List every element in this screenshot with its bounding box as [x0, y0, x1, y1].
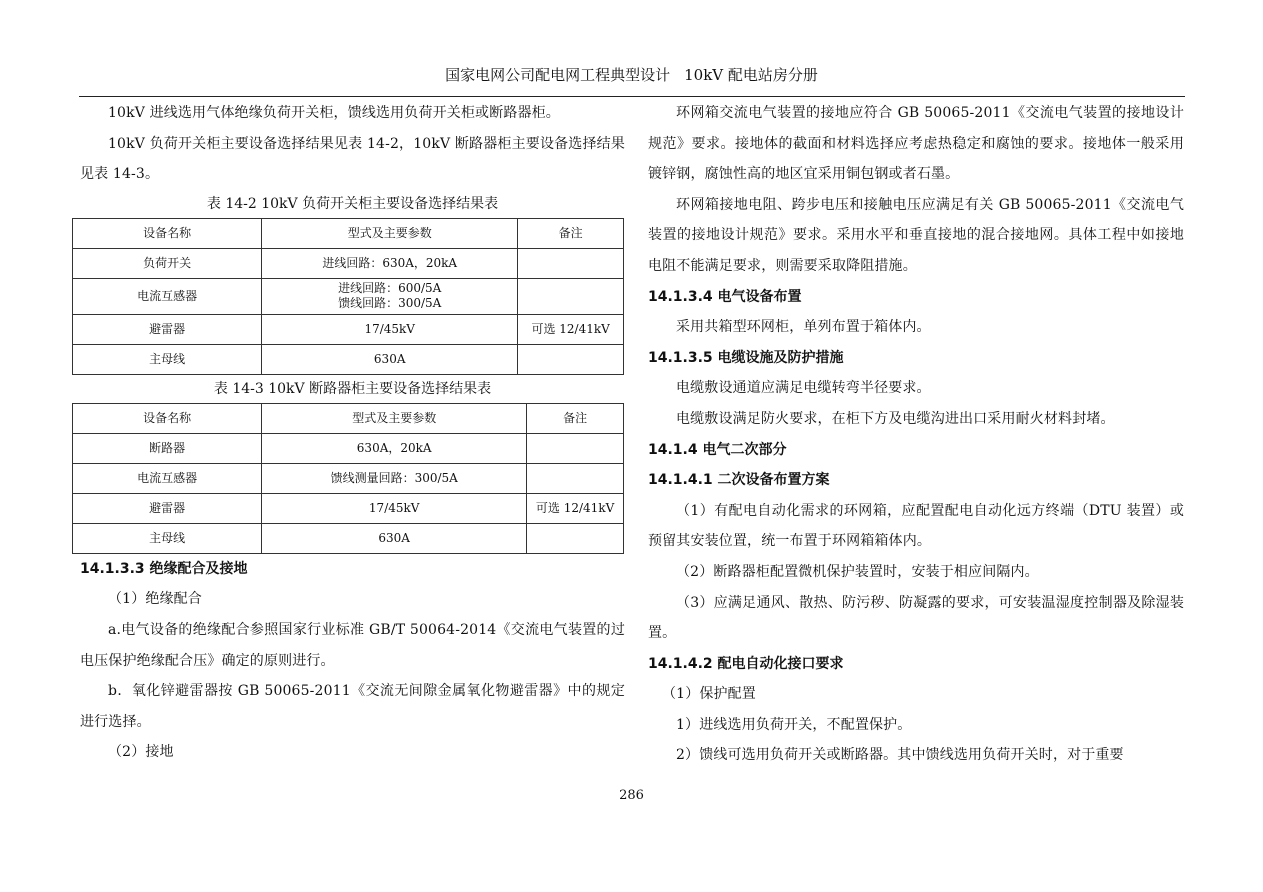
- table-cell: 630A，20kA: [262, 433, 527, 463]
- table-cell: [527, 463, 624, 493]
- paragraph: （1）绝缘配合: [108, 591, 202, 608]
- table-cell: 电流互感器: [73, 463, 262, 493]
- page-header: [0, 64, 1263, 85]
- paragraph: （2）接地: [108, 744, 174, 761]
- section-heading: 14.1.3.4 电气设备布置: [648, 288, 802, 305]
- paragraph: （1）有配电自动化需求的环网箱，应配置配电自动化远方终端（DTU 装置）或预留其安装位置，统一布置于环网箱箱体内。: [648, 502, 1184, 550]
- paragraph: 电缆敷设满足防火要求，在柜下方及电缆沟进出口采用耐火材料封堵。: [676, 410, 1115, 427]
- table-header-row: [73, 218, 624, 248]
- table-header-cell: 型式及主要参数: [262, 403, 527, 433]
- table-row: [73, 493, 624, 523]
- table-row: [73, 314, 624, 344]
- table-row: [73, 248, 624, 278]
- paragraph: 2）馈线可选用负荷开关或断路器。其中馈线选用负荷开关时，对于重要: [676, 747, 1124, 764]
- table-cell: [518, 248, 624, 278]
- table-cell: 避雷器: [73, 314, 262, 344]
- table-header-row: [73, 403, 624, 433]
- table-caption: 表 14-3 10kV 断路器柜主要设备选择结果表: [213, 380, 492, 397]
- table-cell: 馈线测量回路：300/5A: [262, 463, 527, 493]
- section-heading: 14.1.3.3 绝缘配合及接地: [80, 560, 248, 577]
- table-row: [73, 523, 624, 553]
- left-column: [80, 98, 625, 768]
- paragraph: 电缆敷设通道应满足电缆转弯半径要求。: [676, 380, 931, 397]
- table-cell-line: 进线回路：600/5A: [338, 281, 442, 296]
- paragraph: 环网箱接地电阻、跨步电压和接触电压应满足有关 GB 50065-2011《交流电气装置的接地设计规范》要求。采用水平和垂直接地的混合接地网。具体工程中如接地电阻不能满足要求，则需要采取降阻措施。: [648, 196, 1184, 274]
- table-cell: 主母线: [73, 344, 262, 374]
- table-cell: [262, 278, 518, 314]
- table-cell: 避雷器: [73, 493, 262, 523]
- table-cell: [527, 523, 624, 553]
- paragraph: b．氧化锌避雷器按 GB 50065-2011《交流无间隙金属氧化物避雷器》中的规定进行选择。: [80, 683, 625, 730]
- table-cell: 630A: [262, 523, 527, 553]
- table-cell: [518, 344, 624, 374]
- table-cell: [518, 278, 624, 314]
- table-cell: 17/45kV: [262, 493, 527, 523]
- table-cell: [527, 433, 624, 463]
- table-cell: 可选 12/41kV: [527, 493, 624, 523]
- table-header-cell: 备注: [518, 218, 624, 248]
- section-heading: 14.1.4.1 二次设备布置方案: [648, 472, 830, 489]
- table-row: [73, 433, 624, 463]
- header-subtitle: 10kV 配电站房分册: [684, 66, 818, 84]
- table-cell: 进线回路：630A，20kA: [262, 248, 518, 278]
- table-cell: 主母线: [73, 523, 262, 553]
- table-header-cell: 备注: [527, 403, 624, 433]
- table-caption: 表 14-2 10kV 负荷开关柜主要设备选择结果表: [206, 195, 499, 212]
- table-header-cell: 型式及主要参数: [262, 218, 518, 248]
- table-cell: 630A: [262, 344, 518, 374]
- table-row: [73, 278, 624, 314]
- load-switch-table: [72, 218, 624, 375]
- header-title: 国家电网公司配电网工程典型设计: [445, 66, 671, 84]
- paragraph: （2）断路器柜配置微机保护装置时，安装于相应间隔内。: [676, 563, 1039, 580]
- section-heading: 14.1.3.5 电缆设施及防护措施: [648, 349, 844, 366]
- table-cell: 可选 12/41kV: [518, 314, 624, 344]
- page-number: 286: [619, 788, 644, 803]
- section-heading: 14.1.4.2 配电自动化接口要求: [648, 655, 844, 672]
- paragraph: a.电气设备的绝缘配合参照国家行业标准 GB/T 50064-2014《交流电气装置的过电压保护绝缘配合压》确定的原则进行。: [80, 621, 625, 669]
- section-heading: 14.1.4 电气二次部分: [648, 441, 787, 458]
- paragraph: 环网箱交流电气装置的接地应符合 GB 50065-2011《交流电气装置的接地设计规范》要求。接地体的截面和材料选择应考虑热稳定和腐蚀的要求。接地体一般采用镀锌钢，腐蚀性高的地区宜采用铜包钢或者石墨。: [648, 105, 1184, 183]
- paragraph: （1）保护配置: [662, 686, 756, 703]
- table-cell: 负荷开关: [73, 248, 262, 278]
- right-column: [648, 98, 1184, 771]
- table-cell-line: 馈线回路：300/5A: [338, 296, 442, 311]
- paragraph: 1）进线选用负荷开关，不配置保护。: [676, 716, 912, 733]
- table-row: [73, 463, 624, 493]
- table-header-cell: 设备名称: [73, 218, 262, 248]
- paragraph: 10kV 进线选用气体绝缘负荷开关柜，馈线选用负荷开关柜或断路器柜。: [108, 105, 560, 121]
- paragraph: 10kV 负荷开关柜主要设备选择结果见表 14-2，10kV 断路器柜主要设备选择结果见表 14-3。: [80, 135, 625, 183]
- table-cell: 17/45kV: [262, 314, 518, 344]
- circuit-breaker-table: [72, 403, 624, 554]
- table-cell: 电流互感器: [73, 278, 262, 314]
- table-header-cell: 设备名称: [73, 403, 262, 433]
- paragraph: （3）应满足通风、散热、防污秽、防凝露的要求，可安装温湿度控制器及除湿装置。: [648, 594, 1184, 642]
- paragraph: 采用共箱型环网柜，单列布置于箱体内。: [676, 319, 931, 336]
- header-rule: [79, 96, 1185, 97]
- table-row: [73, 344, 624, 374]
- table-cell: 断路器: [73, 433, 262, 463]
